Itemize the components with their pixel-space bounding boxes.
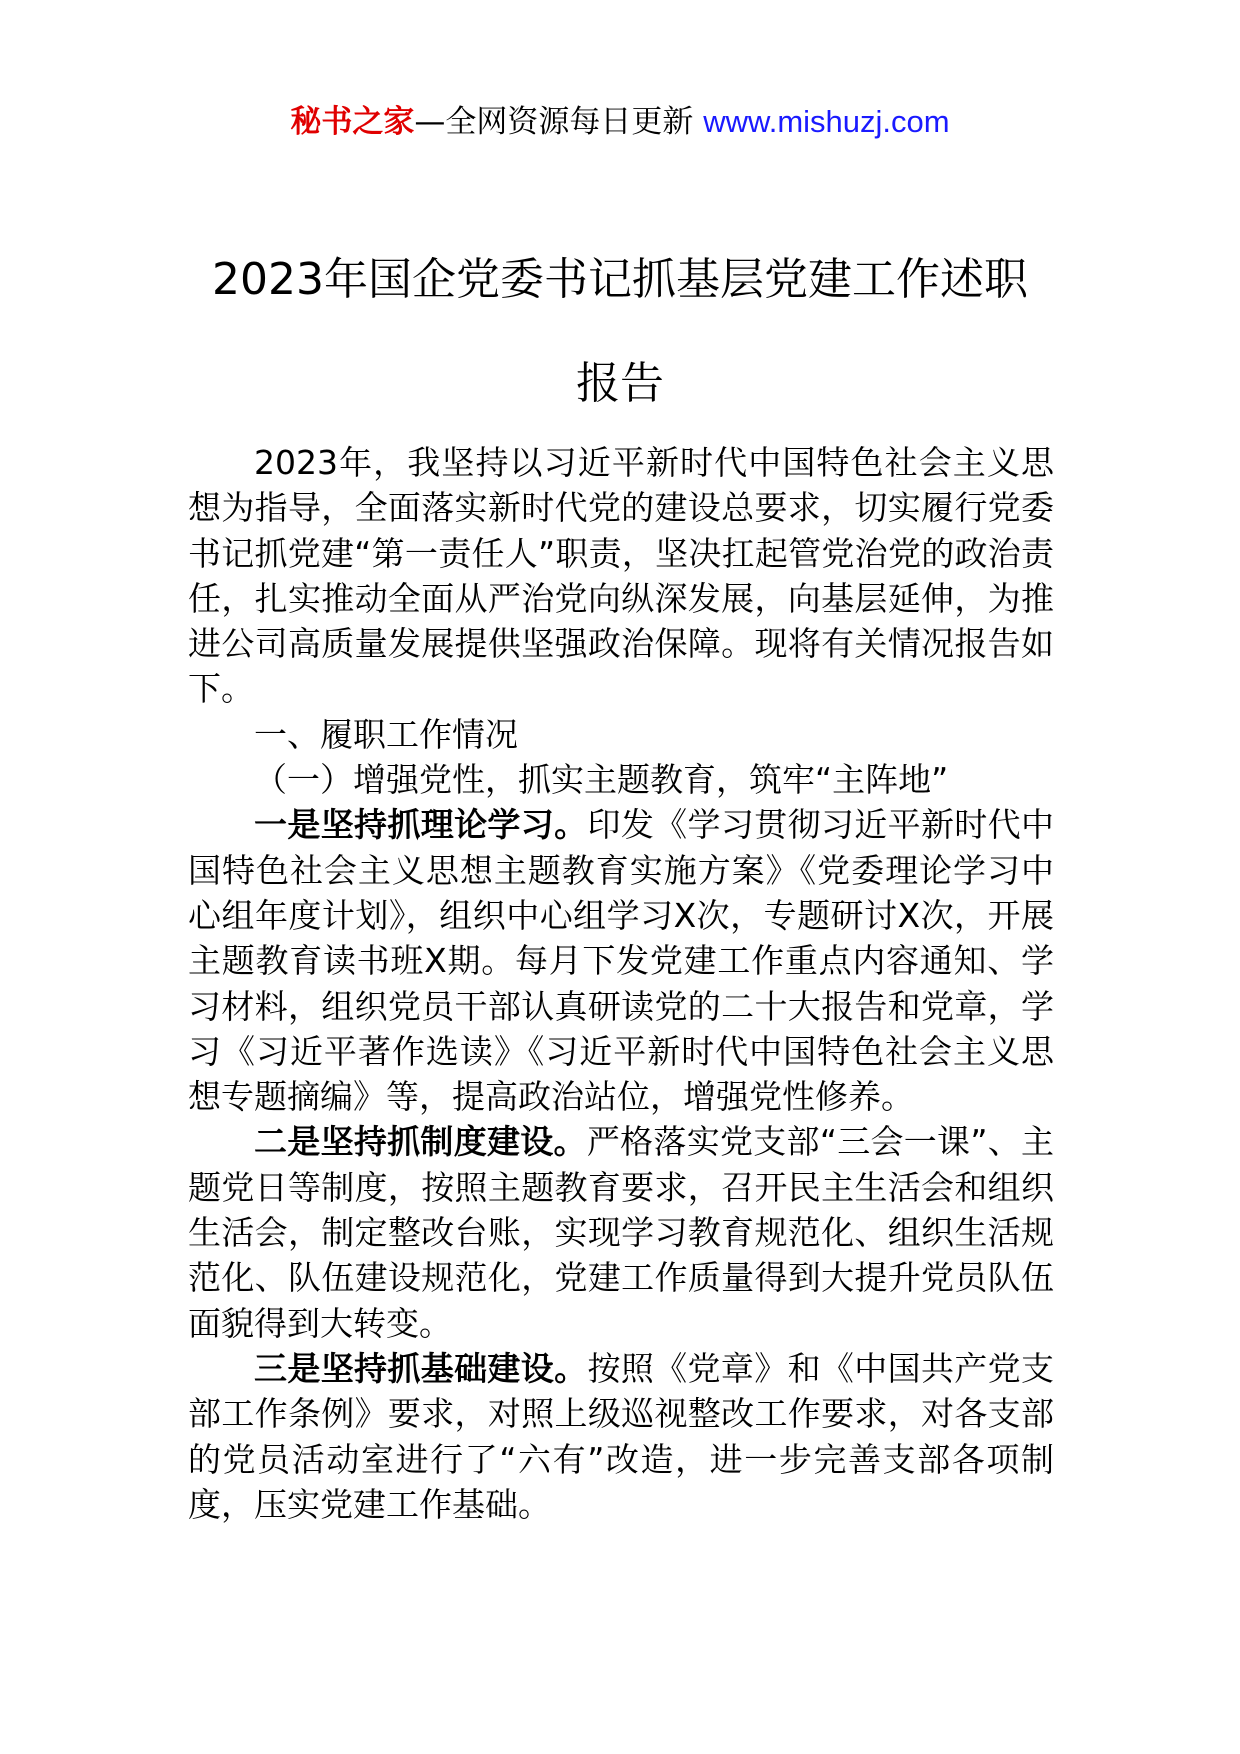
document-title: [150, 228, 1090, 436]
item-paragraph-3: [188, 1346, 1054, 1527]
site-header: [0, 100, 1240, 144]
site-url-link[interactable]: www.mishuzj.com: [703, 104, 950, 139]
title-line-1: 2023年国企党委书记抓基层党建工作述职: [212, 254, 1028, 305]
item-1-lead: 一是坚持抓理论学习。: [254, 805, 588, 845]
item-3-text: 按照《党章》和《中国共产党支部工作条例》要求，对照上级巡视整改工作要求，对各支部的党员活动室进行了“六有”改造，进一步完善支部各项制度，压实党建工作基础。: [188, 1348, 1055, 1524]
item-3-lead: 三是坚持抓基础建设。: [254, 1348, 588, 1388]
title-line-2: 报告: [576, 358, 664, 409]
item-2-lead: 二是坚持抓制度建设。: [254, 1122, 587, 1162]
intro-paragraph: 2023年，我坚持以习近平新时代中国特色社会主义思想为指导，全面落实新时代党的建设总要求，切实履行党委书记抓党建“第一责任人”职责，坚决扛起管党治党的政治责任，扎实推动全面从严治党向纵深发展，向基层延伸，为推进公司高质量发展提供坚强政治保障。现将有关情况报告如下。: [188, 443, 1054, 709]
document-body: [188, 440, 1054, 1527]
site-brand: 秘书之家: [290, 104, 415, 140]
site-slogan: —全网资源每日更新: [414, 104, 694, 140]
item-2-text: 严格落实党支部“三会一课”、主题党日等制度，按照主题教育要求，召开民主生活会和组织生活会，制定整改台账，实现学习教育规范化、组织生活规范化、队伍建设规范化，党建工作质量得到大提升党员队伍面貌得到大转变。: [188, 1122, 1055, 1343]
item-1-text: 印发《学习贯彻习近平新时代中国特色社会主义思想主题教育实施方案》《党委理论学习中心组年度计划》，组织中心组学习X次，专题研讨X次，开展主题教育读书班X期。每月下发党建工作重点内容通知、学习材料，组织党员干部认真研读党的二十大报告和党章，学习《习近平著作选读》《习近平新时代中国特色社会主义思想专题摘编》等，提高政治站位，增强党性修养。: [188, 805, 1055, 1117]
item-paragraph-2: [188, 1119, 1054, 1345]
subsection-heading: （一）增强党性，抓实主题教育，筑牢“主阵地”: [254, 760, 949, 800]
section-heading: 一、履职工作情况: [254, 714, 518, 754]
item-paragraph-1: [188, 802, 1054, 1119]
